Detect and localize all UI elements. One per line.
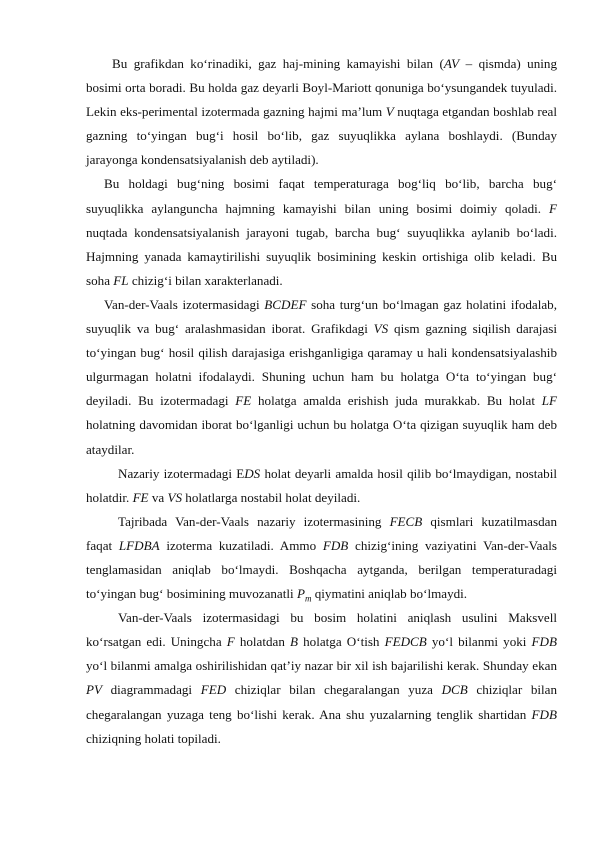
italic-symbol: B — [290, 634, 299, 650]
italic-symbol: F — [226, 634, 235, 650]
text-run: yo‘l bilanmi amalga oshirilishidan qat’iy nazar bir xil ish bajarilishi kerak. Shunday ekan — [86, 658, 557, 674]
italic-symbol: FDB — [531, 706, 557, 722]
italic-symbol: P — [296, 586, 305, 602]
text-run: holatlarga nostabil holat deyiladi. — [182, 489, 361, 505]
italic-symbol: VS — [167, 489, 183, 505]
italic-symbol: F — [549, 200, 557, 216]
italic-symbol: LFDBA — [118, 537, 160, 553]
italic-symbol: FE — [235, 393, 252, 409]
italic-symbol: FECB — [389, 513, 423, 529]
italic-symbol: V — [385, 104, 394, 120]
text-run: Van-der-Vaals izotermasidagi — [104, 296, 265, 312]
text-run: soha turg‘un bo‘lmagan gaz holatini ifodalab, suyuqlik va bug‘ aralashmasidan iborat. Grafikdagi — [86, 296, 557, 337]
text-run: Bu holdagi bug‘ning bosimi faqat temperaturaga bog‘liq bo‘lib, barcha bug‘ suyuqlikka aylanguncha hajmning kamayishi bilan uning bosimi doimiy qoladi. — [86, 176, 557, 216]
italic-symbol: LF — [541, 393, 557, 409]
italic-symbol: AV — [443, 56, 460, 71]
text-run: izoterma kuzatiladi. Ammo — [159, 537, 323, 553]
text-run: holatning davomidan iborat bo‘lganligi uchun bu holatga O‘ta qizigan suyuqlik ham deb ataydilar. — [86, 417, 557, 457]
text-run: – qismda) uning bosimi orta boradi. Bu holda gaz deyarli Boyl-Mariott qonuniga bo‘ysungandek tuyuladi. Lekin eks-perimental izotermada gazning hajmi ma’lum — [86, 56, 557, 120]
text-run: chiziqning holati topiladi. — [86, 730, 221, 746]
text-run: yo‘l bilanmi yoki — [426, 634, 532, 650]
text-run: chiziqlar bilan chegaralangan yuza — [226, 682, 442, 698]
text-run: holat deyarli amalda hosil qilib bo‘lmaydigan, nostabil holatdir. — [86, 465, 558, 505]
text-run: nuqtada kondensatsiyalanish jarayoni tugab, barcha bug‘ suyuqlikka aylanib bo‘ladi. Hajmning yanada kamaytirilishi suyuqlik bosimining keskin ortishiga olib keladi. Bu soha — [86, 224, 557, 288]
text-run: chizig‘i bilan xarakterlanadi. — [128, 272, 283, 288]
subscript-text: m — [304, 593, 312, 604]
italic-symbol: FDB — [531, 634, 557, 650]
paragraph-3 — [86, 293, 557, 462]
text-run: va — [148, 489, 168, 505]
text-run: holatga amalda erishish juda murakkab. Bu holat — [251, 393, 542, 409]
text-run: Van-der-Vaals izotermasidagi bu bosim holatini aniqlash usulini Maksvell ko‘rsatgan edi. Uningcha — [86, 610, 557, 650]
text-run: qiymatini aniqlab bo‘lmaydi. — [311, 586, 468, 602]
italic-symbol: VS — [373, 321, 389, 337]
text-run: chizig‘ining vaziyatini Van-der-Vaals tenglamasidan aniqlab bo‘lmaydi. Boshqacha aytganda, berilgan temperaturadagi to‘yingan bug‘ bosimining muvozanatli — [86, 537, 557, 602]
paragraph-6 — [86, 606, 557, 751]
paragraph-1 — [86, 52, 557, 172]
italic-symbol: FDB — [322, 537, 349, 553]
text-run: Bu grafikdan ko‘rinadiki, gaz haj-mining kamayishi bilan ( — [112, 56, 444, 71]
italic-symbol: FL — [113, 272, 129, 288]
italic-symbol: FEDCB — [384, 634, 427, 650]
text-run: holatga O‘tish — [298, 634, 385, 650]
text-run: Tajribada Van-der-Vaals nazariy izotermasining — [118, 513, 390, 529]
paragraph-5 — [86, 510, 557, 606]
italic-symbol: BCDEF — [264, 296, 307, 312]
text-run: diagrammadagi — [102, 682, 201, 698]
text-run: qism gazning siqilish darajasi to‘yingan bug‘ hosil qilish darajasiga erishganligiga qaramay u hali kondensatsiyalashib ulgurmagan holatni ifodalaydi. Shuning uchun ham bu holatga O‘ta to‘yingan bug‘ deyiladi. Bu izotermadagi — [86, 321, 557, 409]
italic-symbol: FED — [200, 682, 227, 698]
text-run: nuqtaga etgandan boshlab real gazning to‘yingan bug‘i hosil bo‘lib, gaz suyuqlikka aylana boshlaydi. (Bunday jarayonga kondensatsiyalanish deb aytiladi). — [86, 104, 557, 168]
text-run: holatdan — [234, 634, 291, 650]
paragraph-2 — [86, 172, 557, 292]
italic-symbol: FE — [132, 489, 149, 505]
text-run: chiziqlar bilan chegaralangan yuzaga teng bo‘lishi kerak. Ana shu yuzalarning tenglik shartidan — [86, 682, 558, 722]
italic-symbol: DCB — [441, 682, 468, 698]
text-run: Nazariy izotermadagi E — [118, 465, 245, 481]
italic-symbol: DS — [244, 465, 261, 481]
document-page — [86, 52, 557, 751]
paragraph-4 — [86, 462, 557, 510]
italic-symbol: PV — [86, 682, 102, 698]
text-run: qismlari kuzatilmasdan faqat — [86, 513, 557, 553]
